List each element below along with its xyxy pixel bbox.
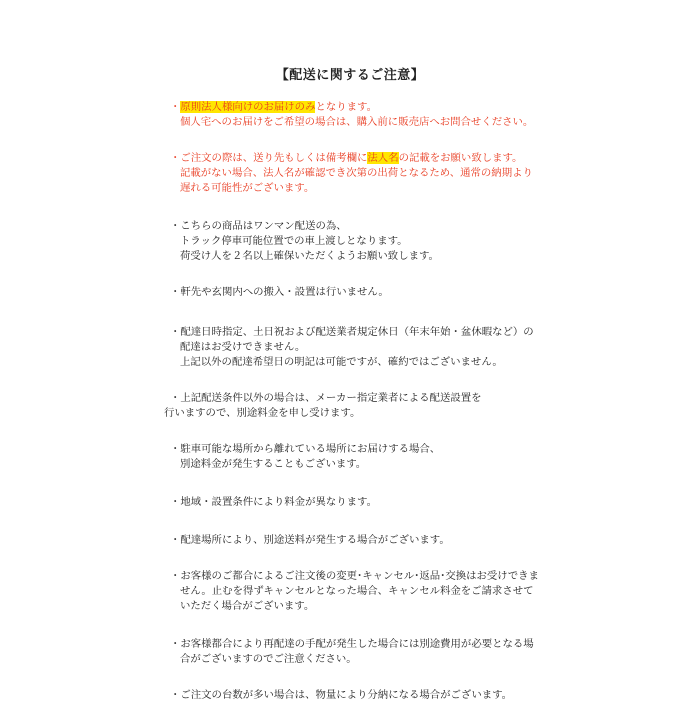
note-line: ・上記配送条件以外の場合は、メーカー指定業者による配送設置を <box>170 392 482 404</box>
note-item <box>170 495 550 510</box>
note-item <box>164 391 550 421</box>
note-line: 上記以外の配達希望日の明記は可能ですが、確約ではございません。 <box>180 356 503 368</box>
note-line: ・こちらの商品はワンマン配送の為、 <box>170 220 347 232</box>
note-item <box>170 219 550 264</box>
note-line: 記載がない場合、法人名が確認でき次第の出荷となるため、通常の納期より <box>180 167 533 179</box>
note-text: となります。 <box>315 101 377 113</box>
note-item <box>170 325 550 370</box>
note-line: 遅れる可能性がございます。 <box>180 182 315 194</box>
note-text: ・ご注文の際は、送り先もしくは備考欄に <box>170 152 368 164</box>
note-line: 別途料金が発生することもございます。 <box>180 458 367 470</box>
page-title: 【配送に関するご注意】 <box>275 68 425 83</box>
note-line <box>170 100 550 115</box>
note-line: 個人宅へのお届けをご希望の場合は、購入前に販売店へお問合せください。 <box>180 116 534 128</box>
note-line: ・配達場所により、別途送料が発生する場合がございます。 <box>170 534 450 546</box>
note-line: せん。止むを得ずキャンセルとなった場合、キャンセル料金をご請求させて <box>180 585 534 597</box>
notes-list <box>164 100 550 703</box>
note-line: ・お客様のご都合によるご注文後の変更･キャンセル･返品･交換はお受けできま <box>170 570 539 582</box>
note-line: 合がございますのでご注意ください。 <box>180 653 357 665</box>
note-text: ・ <box>170 101 181 113</box>
note-line: ・お客様都合により再配達の手配が発生した場合には別途費用が必要となる場 <box>170 638 534 650</box>
note-item <box>170 569 550 614</box>
note-line: ・地域・設置条件により料金が異なります。 <box>170 496 377 508</box>
highlighted-text: 法人名 <box>367 152 399 164</box>
note-line: 荷受け人を２名以上確保いただくようお願い致します。 <box>180 250 439 262</box>
note-line: いただく場合がございます。 <box>180 600 315 612</box>
note-item <box>170 285 550 300</box>
note-item <box>170 637 550 667</box>
note-item <box>170 151 550 196</box>
note-text: の記載をお願い致します。 <box>398 152 523 164</box>
note-line: 配達はお受けできません。 <box>180 341 306 353</box>
note-item <box>170 442 550 472</box>
note-item <box>170 533 550 548</box>
note-item <box>170 688 550 703</box>
note-line: ・配達日時指定、土日祝および配送業者規定休日（年末年始・盆休暇など）の <box>170 326 534 338</box>
note-line: 行いますので、別途料金を申し受けます。 <box>164 407 361 419</box>
note-item <box>170 100 550 130</box>
note-line <box>170 151 550 166</box>
note-line: ・軒先や玄関内への搬入・設置は行いません。 <box>170 286 389 298</box>
note-line: ・ご注文の台数が多い場合は、物量により分納になる場合がございます。 <box>170 689 513 701</box>
note-line: トラック停車可能位置での車上渡しとなります。 <box>180 235 408 247</box>
note-line: ・駐車可能な場所から離れている場所にお届けする場合、 <box>170 443 441 455</box>
highlighted-text: 原則法人様向けのお届けのみ <box>180 101 316 113</box>
